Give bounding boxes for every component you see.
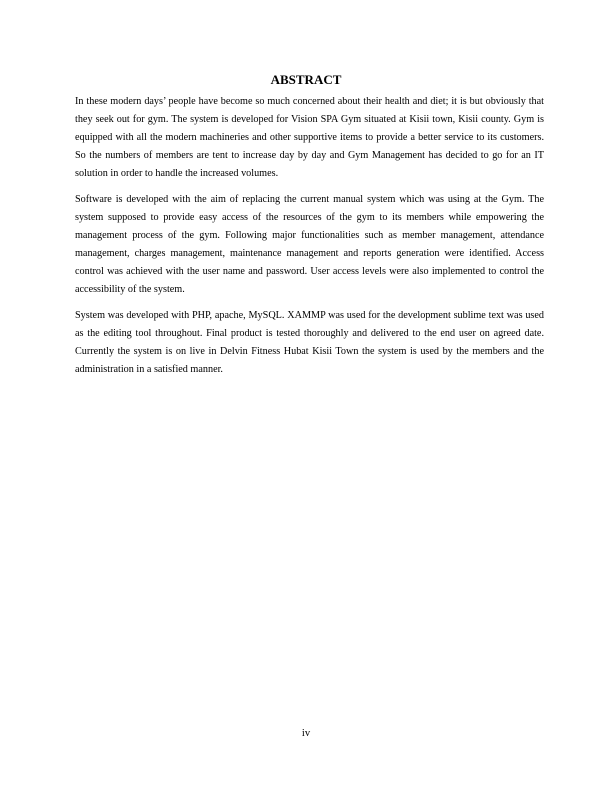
abstract-paragraph-3: System was developed with PHP, apache, MySQL. XAMMP was used for the development sublime text was used as the editing tool throughout. Final product is tested thoroughly and delivered to the end user on agreed date. Currently the system is on live in Delvin Fitness Hubat Kisii Town the system is used by the members and the administration in a satisfied manner. — [75, 310, 544, 375]
abstract-heading: ABSTRACT — [270, 72, 342, 87]
abstract-body — [75, 93, 544, 387]
page-number: iv — [301, 728, 311, 739]
abstract-paragraph-2: Software is developed with the aim of replacing the current manual system which was using at the Gym. The system supposed to provide easy access of the resources of the gym to its members while empowering the management process of the gym. Following major functionalities such as member management, attendance management, charges management, maintenance management and reports generation were identified. Access control was achieved with the user name and password. User access levels were also implemented to control the accessibility of the system. — [75, 194, 544, 295]
abstract-paragraph-1: In these modern days’ people have become so much concerned about their health and diet; it is but obviously that they seek out for gym. The system is developed for Vision SPA Gym situated at Kisii town, Kisii county. Gym is equipped with all the modern machineries and other supportive items to provide a better service to its customers. So the numbers of members are tent to increase day by day and Gym Management has decided to go for an IT solution in order to handle the increased volumes. — [75, 96, 544, 179]
